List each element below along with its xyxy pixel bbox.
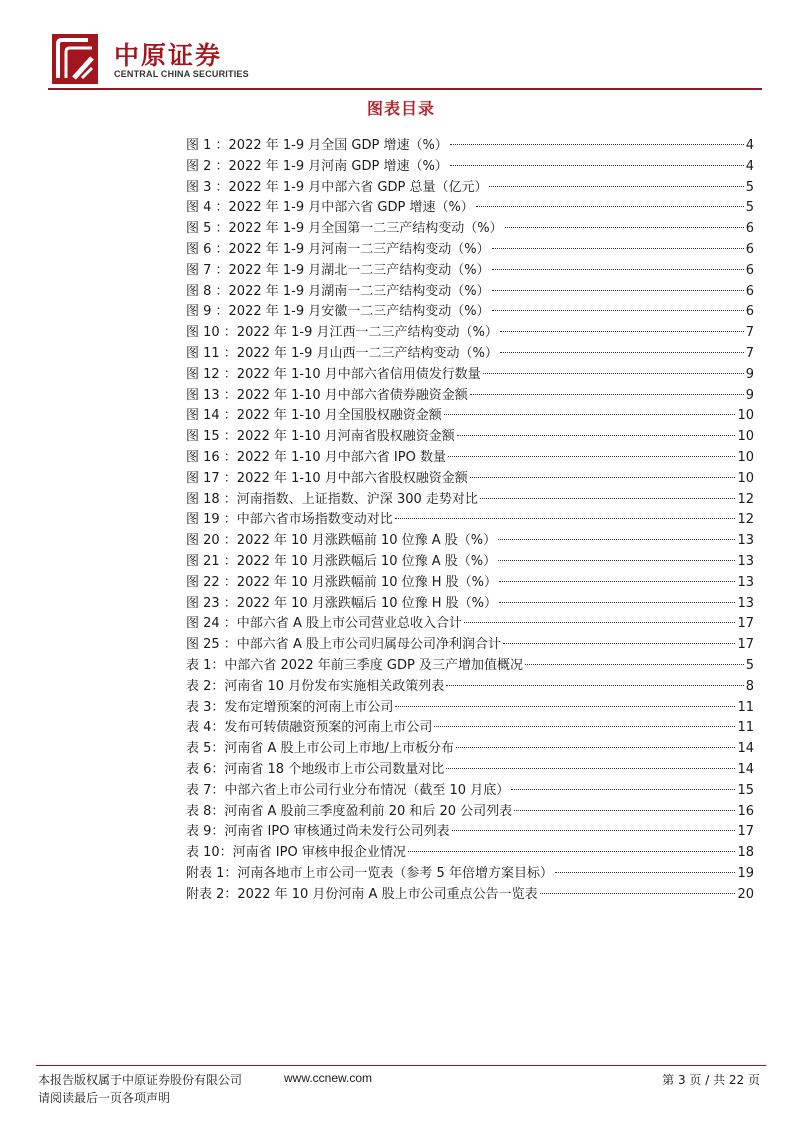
toc-leader-dots — [450, 165, 744, 166]
toc-entry-label: 表 6：河南省 18 个地级市上市公司数量对比 — [186, 761, 445, 777]
toc-entry[interactable] — [186, 323, 754, 344]
toc-leader-dots — [499, 602, 735, 603]
toc-entry-page: 6 — [745, 283, 754, 299]
toc-entry-label: 表 2：河南省 10 月份发布实施相关政策列表 — [186, 678, 445, 694]
toc-entry-label: 附表 2：2022 年 10 月份河南 A 股上市公司重点公告一览表 — [186, 886, 538, 902]
toc-entry-page: 10 — [737, 408, 754, 424]
toc-leader-dots — [498, 560, 735, 561]
toc-title: 图表目录 — [366, 99, 435, 118]
toc-entry-page: 7 — [745, 345, 754, 361]
toc-entry-label: 图 5 ：2022 年 1-9 月全国第一二三产结构变动（%） — [186, 221, 503, 237]
toc-entry-page: 17 — [737, 824, 754, 840]
toc-entry-page: 18 — [737, 845, 754, 861]
toc-entry-label: 图 3 ：2022 年 1-9 月中部六省 GDP 总量（亿元） — [186, 179, 488, 195]
toc-leader-dots — [480, 498, 736, 499]
toc-entry[interactable] — [186, 344, 754, 365]
toc-leader-dots — [395, 706, 735, 707]
toc-leader-dots — [492, 269, 744, 270]
toc-entry[interactable] — [186, 552, 754, 573]
toc-leader-dots — [555, 872, 736, 873]
toc-entry[interactable] — [186, 365, 754, 386]
toc-entry-page: 15 — [737, 782, 754, 798]
toc-entry[interactable] — [186, 469, 754, 490]
toc-entry-page: 19 — [737, 865, 754, 881]
toc-entry[interactable] — [186, 802, 754, 823]
toc-leader-dots — [470, 394, 744, 395]
toc-entry-page: 6 — [745, 221, 754, 237]
toc-entry[interactable] — [186, 656, 754, 677]
header-divider — [48, 88, 762, 90]
toc-entry[interactable] — [186, 448, 754, 469]
toc-entry[interactable] — [186, 427, 754, 448]
toc-entry-page: 12 — [737, 491, 754, 507]
toc-entry-page: 20 — [737, 886, 754, 902]
company-logo-icon — [52, 34, 98, 84]
toc-entry-page: 6 — [745, 262, 754, 278]
toc-entry-page: 6 — [745, 241, 754, 257]
toc-leader-dots — [464, 622, 735, 623]
toc-entry-label: 图 14 ：2022 年 1-10 月全国股权融资金额 — [186, 408, 442, 424]
toc-entry-label: 图 11 ：2022 年 1-9 月山西一二三产结构变动（%） — [186, 345, 498, 361]
footer-disclaimer-note: 请阅读最后一页各项声明 — [38, 1091, 171, 1105]
toc-entry-page: 11 — [737, 699, 754, 715]
toc-entry-label: 图 22 ：2022 年 10 月涨跌幅前 10 位豫 H 股（%） — [186, 574, 498, 590]
toc-entry-page: 10 — [737, 470, 754, 486]
toc-entry-label: 图 18 ：河南指数、上证指数、沪深 300 走势对比 — [186, 491, 478, 507]
toc-entry-page: 11 — [737, 720, 754, 736]
toc-entry-label: 表 4：发布可转债融资预案的河南上市公司 — [186, 720, 433, 736]
toc-entry-page: 4 — [745, 138, 754, 153]
toc-leader-dots — [395, 518, 736, 519]
toc-entry-page: 9 — [745, 387, 754, 403]
toc-entry-page: 5 — [745, 657, 754, 673]
toc-leader-dots — [476, 206, 744, 207]
toc-entry-label: 附表 1：河南各地市上市公司一览表（参考 5 年倍增方案目标） — [186, 865, 553, 881]
toc-leader-dots — [434, 726, 735, 727]
toc-leader-dots — [448, 456, 735, 457]
toc-entry-label: 图 20 ：2022 年 10 月涨跌幅前 10 位豫 A 股（%） — [186, 533, 497, 549]
toc-entry[interactable] — [186, 302, 754, 323]
toc-entry[interactable] — [186, 822, 754, 843]
toc-entry-page: 12 — [737, 512, 754, 528]
toc-leader-dots — [456, 747, 736, 748]
toc-entry[interactable] — [186, 781, 754, 802]
toc-entry-label: 图 9 ：2022 年 1-9 月安徽一二三产结构变动（%） — [186, 304, 490, 320]
toc-entry[interactable] — [186, 573, 754, 594]
toc-entry[interactable] — [186, 739, 754, 760]
toc-entry[interactable] — [186, 677, 754, 698]
toc-entry-page: 13 — [737, 574, 754, 590]
toc-entry[interactable] — [186, 178, 754, 199]
toc-entry[interactable] — [186, 261, 754, 282]
toc-leader-dots — [511, 789, 735, 790]
toc-entry-page: 13 — [737, 533, 754, 549]
toc-entry[interactable] — [186, 594, 754, 615]
toc-entry[interactable] — [186, 864, 754, 885]
toc-entry-page: 13 — [737, 595, 754, 611]
toc-entry-page: 4 — [745, 158, 754, 174]
toc-entry-page: 8 — [745, 678, 754, 694]
toc-entry-label: 图 15 ：2022 年 1-10 月河南省股权融资金额 — [186, 429, 455, 445]
footer-divider — [36, 1065, 766, 1066]
toc-entry-page: 10 — [737, 449, 754, 465]
toc-leader-dots — [540, 893, 736, 894]
toc-leader-dots — [483, 373, 744, 374]
toc-leader-dots — [489, 186, 743, 187]
toc-entry-label: 图 21 ：2022 年 10 月涨跌幅后 10 位豫 A 股（%） — [186, 553, 497, 569]
toc-entry-page: 16 — [737, 803, 754, 819]
footer-copyright: 本报告版权属于中原证券股份有限公司 — [38, 1073, 243, 1087]
toc-leader-dots — [457, 435, 736, 436]
toc-leader-dots — [505, 227, 744, 228]
toc-entry-label: 图 24 ：中部六省 A 股上市公司营业总收入合计 — [186, 616, 462, 632]
footer-page-number: 第 3 页 / 共 22 页 — [662, 1073, 760, 1087]
toc-leader-dots — [514, 810, 735, 811]
toc-entry-label: 图 25 ：中部六省 A 股上市公司归属母公司净利润合计 — [186, 637, 501, 653]
toc-entry-label: 图 12 ：2022 年 1-10 月中部六省信用债发行数量 — [186, 366, 481, 382]
table-of-figures — [186, 136, 754, 905]
toc-leader-dots — [492, 290, 744, 291]
toc-entry[interactable] — [186, 718, 754, 739]
toc-leader-dots — [500, 331, 744, 332]
toc-entry-page: 14 — [737, 741, 754, 757]
toc-entry[interactable] — [186, 282, 754, 303]
toc-entry-label: 图 16 ：2022 年 1-10 月中部六省 IPO 数量 — [186, 449, 446, 465]
toc-entry-page: 17 — [737, 616, 754, 632]
toc-entry[interactable] — [186, 635, 754, 656]
toc-entry-page: 14 — [737, 761, 754, 777]
toc-entry-label: 图 7 ：2022 年 1-9 月湖北一二三产结构变动（%） — [186, 262, 490, 278]
toc-leader-dots — [499, 581, 735, 582]
toc-entry[interactable] — [186, 198, 754, 219]
toc-entry[interactable] — [186, 510, 754, 531]
toc-entry-label: 图 17 ：2022 年 1-10 月中部六省股权融资金额 — [186, 470, 468, 486]
toc-entry-label: 表 3：发布定增预案的河南上市公司 — [186, 699, 394, 715]
toc-entry[interactable] — [186, 406, 754, 427]
toc-entry-label: 表 7：中部六省上市公司行业分布情况（截至 10 月底） — [186, 782, 510, 798]
report-header — [48, 34, 762, 90]
toc-leader-dots — [452, 830, 736, 831]
toc-entry-label: 表 9：河南省 IPO 审核通过尚未发行公司列表 — [186, 824, 450, 840]
toc-entry-label: 表 1：中部六省 2022 年前三季度 GDP 及三产增加值概况 — [186, 657, 523, 673]
toc-leader-dots — [446, 768, 735, 769]
toc-entry-label: 图 13 ：2022 年 1-10 月中部六省债券融资金额 — [186, 387, 468, 403]
toc-leader-dots — [503, 643, 735, 644]
toc-entry[interactable] — [186, 760, 754, 781]
toc-entry[interactable] — [186, 490, 754, 511]
toc-entry-label: 图 10 ：2022 年 1-9 月江西一二三产结构变动（%） — [186, 325, 498, 341]
toc-entry[interactable] — [186, 531, 754, 552]
toc-entry-page: 10 — [737, 429, 754, 445]
toc-entry-label: 表 8：河南省 A 股前三季度盈利前 20 和后 20 公司列表 — [186, 803, 513, 819]
toc-entry[interactable] — [186, 219, 754, 240]
toc-entry-page: 17 — [737, 637, 754, 653]
toc-leader-dots — [492, 310, 744, 311]
toc-entry-label: 图 4 ：2022 年 1-9 月中部六省 GDP 增速（%） — [186, 200, 474, 216]
toc-entry[interactable] — [186, 240, 754, 261]
toc-entry-page: 13 — [737, 553, 754, 569]
logo-english-name: CENTRAL CHINA SECURITIES — [114, 69, 249, 79]
toc-entry[interactable] — [186, 136, 754, 157]
footer-website-link[interactable]: www.ccnew.com — [284, 1071, 373, 1085]
toc-leader-dots — [450, 144, 744, 145]
logo-chinese-name: 中原证券 — [114, 41, 223, 70]
toc-entry[interactable] — [186, 386, 754, 407]
toc-leader-dots — [498, 539, 735, 540]
toc-leader-dots — [525, 664, 744, 665]
toc-entry-label: 表 5：河南省 A 股上市公司上市地/上市板分布 — [186, 741, 454, 757]
toc-leader-dots — [492, 248, 744, 249]
toc-leader-dots — [500, 352, 744, 353]
toc-entry[interactable] — [186, 698, 754, 719]
toc-entry[interactable] — [186, 843, 754, 864]
toc-entry-page: 7 — [745, 325, 754, 341]
toc-entry-label: 表 10：河南省 IPO 审核申报企业情况 — [186, 845, 406, 861]
toc-entry-label: 图 23 ：2022 年 10 月涨跌幅后 10 位豫 H 股（%） — [186, 595, 498, 611]
toc-entry-label: 图 8 ：2022 年 1-9 月湖南一二三产结构变动（%） — [186, 283, 490, 299]
toc-leader-dots — [470, 477, 736, 478]
toc-entry-page: 5 — [745, 179, 754, 195]
toc-entry-label: 图 2 ：2022 年 1-9 月河南 GDP 增速（%） — [186, 158, 448, 174]
toc-entry-page: 6 — [745, 304, 754, 320]
toc-entry[interactable] — [186, 157, 754, 178]
toc-leader-dots — [408, 851, 736, 852]
toc-leader-dots — [446, 685, 744, 686]
toc-entry-label: 图 19 ：中部六省市场指数变动对比 — [186, 512, 393, 528]
toc-leader-dots — [444, 414, 736, 415]
toc-entry-label: 图 6 ：2022 年 1-9 月河南一二三产结构变动（%） — [186, 241, 490, 257]
toc-entry[interactable] — [186, 885, 754, 906]
toc-entry-page: 5 — [745, 200, 754, 216]
toc-entry-label: 图 1 ：2022 年 1-9 月全国 GDP 增速（%） — [186, 138, 448, 153]
toc-entry[interactable] — [186, 614, 754, 635]
toc-entry-page: 9 — [745, 366, 754, 382]
